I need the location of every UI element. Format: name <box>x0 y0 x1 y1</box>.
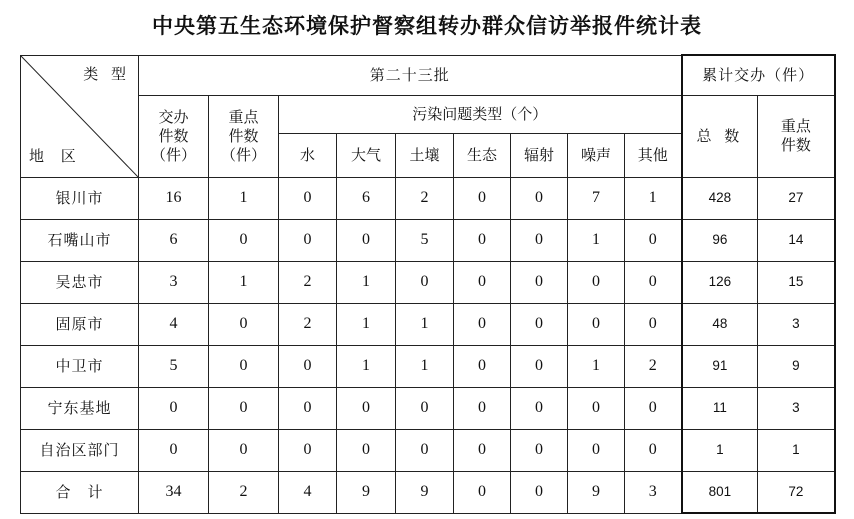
radiation-cell: 0 <box>511 261 568 303</box>
radiation-cell: 0 <box>511 387 568 429</box>
key-cell: 0 <box>209 345 279 387</box>
region-cell: 合 计 <box>21 471 139 513</box>
region-cell: 石嘴山市 <box>21 219 139 261</box>
air-cell: 0 <box>337 429 396 471</box>
pollution-type-noise: 噪声 <box>568 133 625 177</box>
region-cell: 自治区部门 <box>21 429 139 471</box>
region-cell: 吴忠市 <box>21 261 139 303</box>
cumulative-total-cell: 801 <box>682 471 758 513</box>
noise-cell: 9 <box>568 471 625 513</box>
radiation-cell: 0 <box>511 303 568 345</box>
cumulative-total-cell: 1 <box>682 429 758 471</box>
noise-cell: 0 <box>568 429 625 471</box>
diagonal-header-cell <box>21 55 139 177</box>
water-cell: 2 <box>279 303 337 345</box>
cumulative-total-cell: 91 <box>682 345 758 387</box>
cumulative-key-cell: 3 <box>758 303 835 345</box>
soil-cell: 2 <box>396 177 454 219</box>
noise-cell: 7 <box>568 177 625 219</box>
water-cell: 0 <box>279 387 337 429</box>
soil-cell: 0 <box>396 387 454 429</box>
region-cell: 宁东基地 <box>21 387 139 429</box>
noise-cell: 0 <box>568 303 625 345</box>
pollution-type-air: 大气 <box>337 133 396 177</box>
eco-cell: 0 <box>454 387 511 429</box>
soil-cell: 0 <box>396 429 454 471</box>
cumulative-total-cell: 428 <box>682 177 758 219</box>
cumulative-key-cell: 27 <box>758 177 835 219</box>
table-row <box>21 261 835 303</box>
type-label: 类 型 <box>83 64 130 83</box>
cumulative-total-cell: 48 <box>682 303 758 345</box>
eco-cell: 0 <box>454 345 511 387</box>
pollution-type-radiation: 辐射 <box>511 133 568 177</box>
assigned-cell: 6 <box>139 219 209 261</box>
pollution-type-header: 污染问题类型（个） <box>279 95 682 133</box>
cumulative-total-cell: 11 <box>682 387 758 429</box>
soil-cell: 1 <box>396 345 454 387</box>
key-header-line: 重点 <box>228 107 259 126</box>
table-row <box>21 219 835 261</box>
table-row <box>21 387 835 429</box>
other-cell: 2 <box>625 345 682 387</box>
eco-cell: 0 <box>454 177 511 219</box>
assigned-cell: 0 <box>139 387 209 429</box>
soil-cell: 5 <box>396 219 454 261</box>
key-cell: 2 <box>209 471 279 513</box>
key-cell: 0 <box>209 219 279 261</box>
table-row <box>21 471 835 513</box>
other-cell: 0 <box>625 261 682 303</box>
radiation-cell: 0 <box>511 219 568 261</box>
header-row-1 <box>21 55 835 95</box>
cumulative-key-header <box>758 95 835 177</box>
noise-cell: 1 <box>568 219 625 261</box>
region-cell: 中卫市 <box>21 345 139 387</box>
key-cell: 1 <box>209 261 279 303</box>
radiation-cell: 0 <box>511 429 568 471</box>
water-cell: 2 <box>279 261 337 303</box>
air-cell: 9 <box>337 471 396 513</box>
eco-cell: 0 <box>454 261 511 303</box>
eco-cell: 0 <box>454 429 511 471</box>
page-title: 中央第五生态环境保护督察组转办群众信访举报件统计表 <box>152 13 702 38</box>
air-cell: 1 <box>337 345 396 387</box>
assigned-cell: 4 <box>139 303 209 345</box>
air-cell: 1 <box>337 261 396 303</box>
cumulative-key-cell: 15 <box>758 261 835 303</box>
cumulative-total-cell: 96 <box>682 219 758 261</box>
table-row <box>21 345 835 387</box>
header-row-2 <box>21 95 835 133</box>
table-row <box>21 177 835 219</box>
key-count-header <box>209 95 279 177</box>
other-cell: 0 <box>625 303 682 345</box>
key-header-line: （件） <box>220 145 266 164</box>
assigned-cell: 0 <box>139 429 209 471</box>
air-cell: 1 <box>337 303 396 345</box>
water-cell: 0 <box>279 345 337 387</box>
other-cell: 3 <box>625 471 682 513</box>
cumulative-key-cell: 3 <box>758 387 835 429</box>
cum-key-header-line: 重点 <box>780 117 811 135</box>
table-row <box>21 303 835 345</box>
water-cell: 0 <box>279 177 337 219</box>
region-label: 地 区 <box>29 146 82 165</box>
assigned-header-line: 交办 <box>158 107 189 126</box>
water-cell: 0 <box>279 429 337 471</box>
air-cell: 0 <box>337 219 396 261</box>
air-cell: 6 <box>337 177 396 219</box>
batch-label: 第二十三批 <box>139 55 682 95</box>
noise-cell: 1 <box>568 345 625 387</box>
cumulative-key-cell: 14 <box>758 219 835 261</box>
other-cell: 0 <box>625 219 682 261</box>
key-cell: 1 <box>209 177 279 219</box>
assigned-header-line: 件数 <box>158 126 189 145</box>
radiation-cell: 0 <box>511 471 568 513</box>
region-cell: 固原市 <box>21 303 139 345</box>
other-cell: 0 <box>625 387 682 429</box>
cumulative-key-cell: 72 <box>758 471 835 513</box>
key-cell: 0 <box>209 303 279 345</box>
noise-cell: 0 <box>568 261 625 303</box>
key-header-line: 件数 <box>228 126 259 145</box>
eco-cell: 0 <box>454 303 511 345</box>
assigned-header-line: （件） <box>150 145 196 164</box>
soil-cell: 1 <box>396 303 454 345</box>
cumulative-key-cell: 9 <box>758 345 835 387</box>
pollution-type-eco: 生态 <box>454 133 511 177</box>
soil-cell: 9 <box>396 471 454 513</box>
other-cell: 0 <box>625 429 682 471</box>
cumulative-total-header: 总 数 <box>682 95 758 177</box>
cumulative-key-cell: 1 <box>758 429 835 471</box>
radiation-cell: 0 <box>511 345 568 387</box>
eco-cell: 0 <box>454 471 511 513</box>
assigned-cell: 5 <box>139 345 209 387</box>
table-row <box>21 429 835 471</box>
assigned-cell: 16 <box>139 177 209 219</box>
key-cell: 0 <box>209 387 279 429</box>
noise-cell: 0 <box>568 387 625 429</box>
water-cell: 4 <box>279 471 337 513</box>
assigned-cell: 3 <box>139 261 209 303</box>
assigned-cell: 34 <box>139 471 209 513</box>
radiation-cell: 0 <box>511 177 568 219</box>
water-cell: 0 <box>279 219 337 261</box>
air-cell: 0 <box>337 387 396 429</box>
region-cell: 银川市 <box>21 177 139 219</box>
key-cell: 0 <box>209 429 279 471</box>
eco-cell: 0 <box>454 219 511 261</box>
other-cell: 1 <box>625 177 682 219</box>
cum-key-header-line: 件数 <box>780 136 811 154</box>
pollution-type-soil: 土壤 <box>396 133 454 177</box>
pollution-type-water: 水 <box>279 133 337 177</box>
soil-cell: 0 <box>396 261 454 303</box>
assigned-count-header <box>139 95 209 177</box>
statistics-table <box>20 54 836 514</box>
pollution-type-other: 其他 <box>625 133 682 177</box>
cumulative-label: 累计交办（件） <box>682 55 835 95</box>
cumulative-total-cell: 126 <box>682 261 758 303</box>
